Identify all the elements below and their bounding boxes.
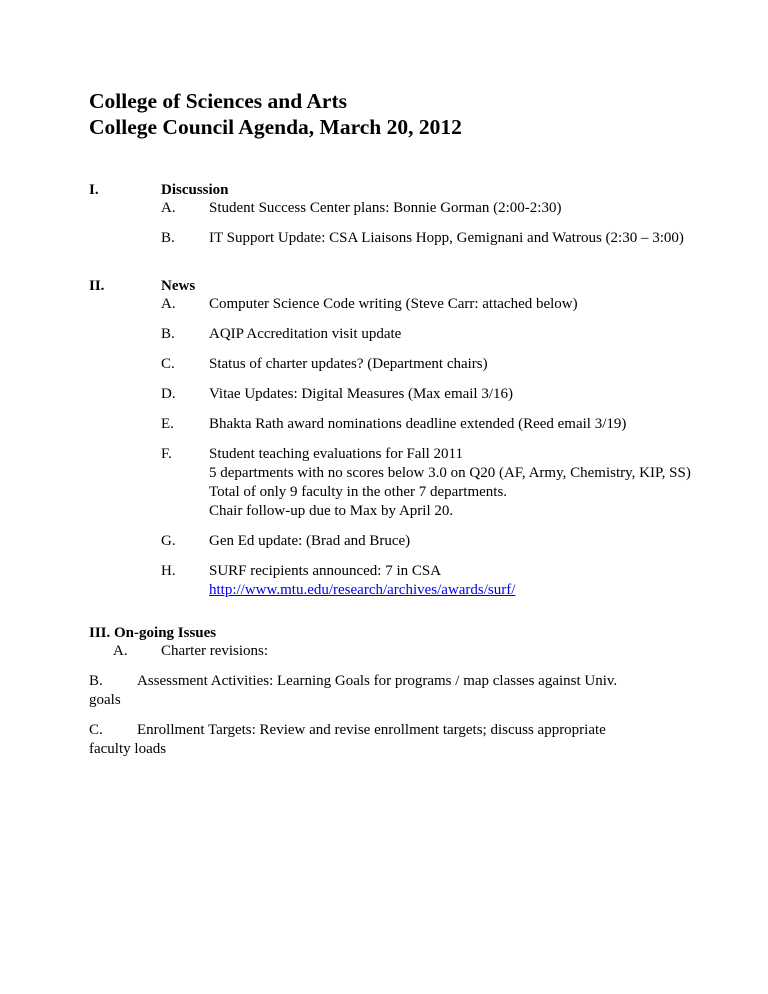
item-letter: B. bbox=[89, 673, 103, 689]
agenda-item-text: faculty loads bbox=[89, 741, 167, 757]
agenda-item-text: Total of only 9 faculty in the other 7 departments. bbox=[209, 484, 508, 500]
item-letter: E. bbox=[161, 416, 174, 432]
item-letter: F. bbox=[161, 446, 172, 462]
agenda-item-text: AQIP Accreditation visit update bbox=[209, 326, 402, 342]
surf-link[interactable]: http://www.mtu.edu/research/archives/awards/surf/ bbox=[209, 582, 516, 598]
item-letter: B. bbox=[161, 326, 175, 342]
section-heading-text: On-going Issues bbox=[114, 625, 217, 641]
agenda-item-text: IT Support Update: CSA Liaisons Hopp, Gemignani and Watrous (2:30 – 3:00) bbox=[209, 230, 684, 246]
title-line-2: College Council Agenda, March 20, 2012 bbox=[89, 115, 462, 139]
section-heading-ongoing-issues bbox=[89, 624, 216, 643]
section-numeral-1: I. bbox=[89, 182, 99, 198]
agenda-item-text: Assessment Activities: Learning Goals for programs / map classes against Univ. bbox=[137, 673, 618, 689]
agenda-item-text: Bhakta Rath award nominations deadline extended (Reed email 3/19) bbox=[209, 416, 627, 432]
item-letter: B. bbox=[161, 230, 175, 246]
section-heading-news: News bbox=[161, 278, 196, 294]
title-line-1: College of Sciences and Arts bbox=[89, 89, 347, 113]
agenda-item-text: Charter revisions: bbox=[161, 643, 269, 659]
agenda-item-text: goals bbox=[89, 692, 121, 708]
item-letter: C. bbox=[161, 356, 175, 372]
agenda-item-text: Student teaching evaluations for Fall 2011 bbox=[209, 446, 463, 462]
agenda-item-text: Status of charter updates? (Department chairs) bbox=[209, 356, 488, 372]
item-letter: D. bbox=[161, 386, 176, 402]
item-letter: G. bbox=[161, 533, 176, 549]
agenda-item-text: Computer Science Code writing (Steve Carr: attached below) bbox=[209, 296, 578, 312]
section-numeral-2: II. bbox=[89, 278, 105, 294]
item-letter: A. bbox=[113, 643, 128, 659]
agenda-item-text: Enrollment Targets: Review and revise enrollment targets; discuss appropriate bbox=[137, 722, 606, 738]
agenda-item-text: Vitae Updates: Digital Measures (Max email 3/16) bbox=[209, 386, 514, 402]
page-title bbox=[89, 88, 462, 140]
item-letter: C. bbox=[89, 722, 103, 738]
agenda-item-text: Student Success Center plans: Bonnie Gorman (2:00-2:30) bbox=[209, 200, 562, 216]
agenda-item-text: 5 departments with no scores below 3.0 on Q20 (AF, Army, Chemistry, KIP, SS) bbox=[209, 465, 691, 481]
item-letter: A. bbox=[161, 200, 176, 216]
section-heading-discussion: Discussion bbox=[161, 182, 229, 198]
item-letter: H. bbox=[161, 563, 176, 579]
item-letter: A. bbox=[161, 296, 176, 312]
section-numeral-3: III. bbox=[89, 625, 111, 641]
agenda-item-text: Chair follow-up due to Max by April 20. bbox=[209, 503, 454, 519]
agenda-item-text: SURF recipients announced: 7 in CSA bbox=[209, 563, 442, 579]
agenda-item-text: Gen Ed update: (Brad and Bruce) bbox=[209, 533, 411, 549]
